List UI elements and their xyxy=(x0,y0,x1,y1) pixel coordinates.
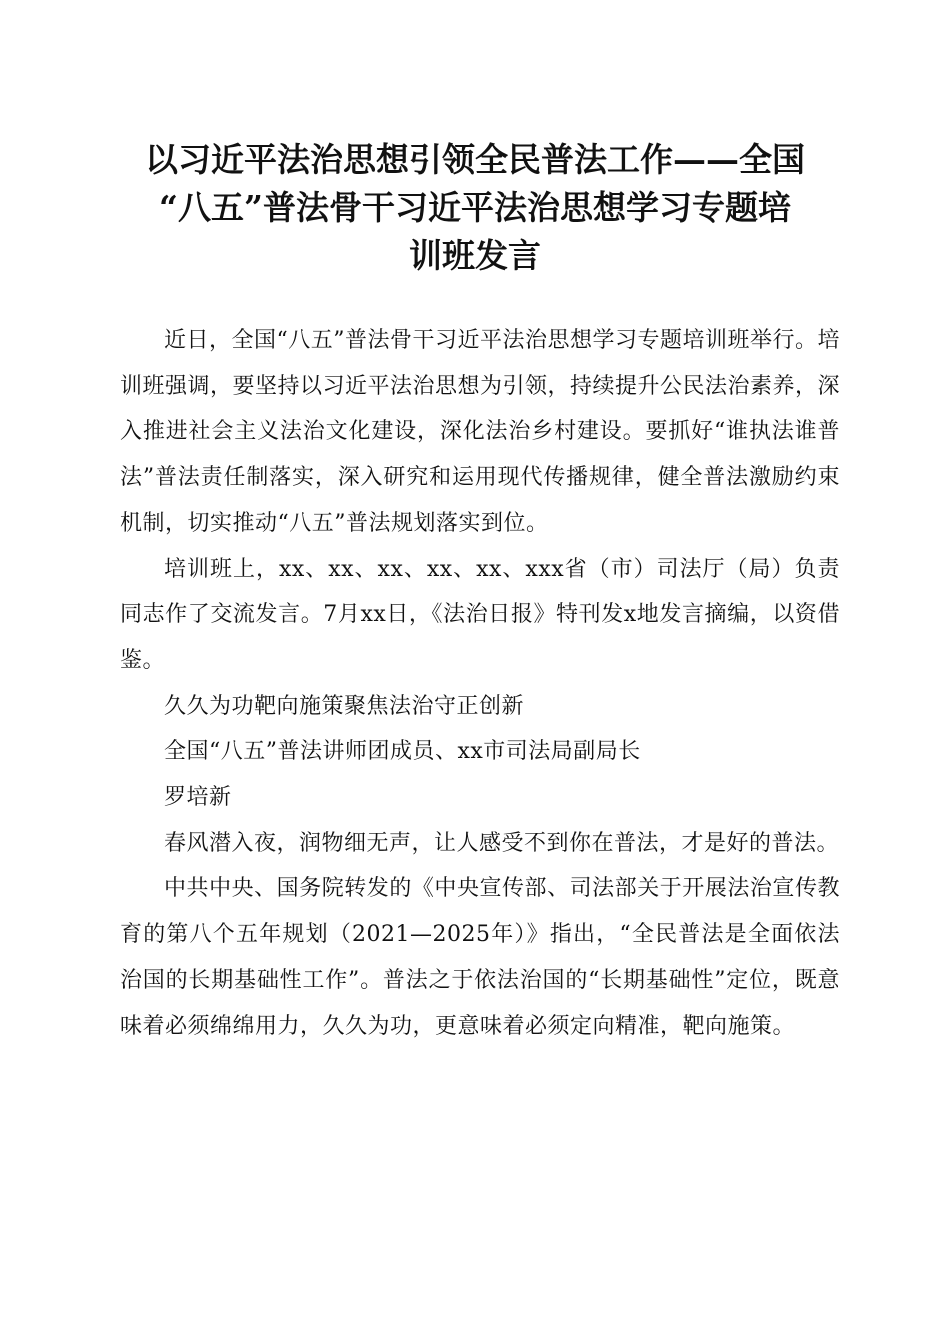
title-line-1: 以习近平法治思想引领全民普法工作——全国 xyxy=(145,140,805,179)
speech-heading: 久久为功靶向施策聚焦法治守正创新 xyxy=(164,693,525,719)
paragraph-eighth-plan: 中共中央、国务院转发的《中央宣传部、司法部关于开展法治宣传教育的第八个五年规划（2021—2025年）》指出，“全民普法是全面依法治国的长期基础性工作”。普法之于依法治国的“长期基础性”定位，既意味着必须绵绵用力，久久为功，更意味着必须定向精准，靶向施策。 xyxy=(120,876,840,1039)
paragraph-intro: 近日，全国“八五”普法骨干习近平法治思想学习专题培训班举行。培训班强调，要坚持以习近平法治思想为引领，持续提升公民法治素养，深入推进社会主义法治文化建设，深化法治乡村建设。要抓好“谁执法谁普法”普法责任制落实，深入研究和运用现代传播规律，健全普法激励约束机制，切实推动“八五”普法规划落实到位。 xyxy=(120,328,841,536)
speaker-title: 全国“八五”普法讲师团成员、xx市司法局副局长 xyxy=(164,739,641,765)
paragraph-spring-wind: 春风潜入夜，润物细无声，让人感受不到你在普法，才是好的普法。 xyxy=(164,830,840,856)
document-title xyxy=(110,136,840,280)
title-line-2: “八五”普法骨干习近平法治思想学习专题培 xyxy=(159,188,791,227)
paragraph-training-session: 培训班上，xx、xx、xx、xx、xx、xxx省（市）司法厅（局）负责同志作了交流发言。7月xx日，《法治日报》特刊发x地发言摘编，以资借鉴。 xyxy=(120,556,840,673)
document-body xyxy=(120,318,840,1049)
speaker-name: 罗培新 xyxy=(164,785,232,811)
title-line-3: 训班发言 xyxy=(409,236,541,275)
